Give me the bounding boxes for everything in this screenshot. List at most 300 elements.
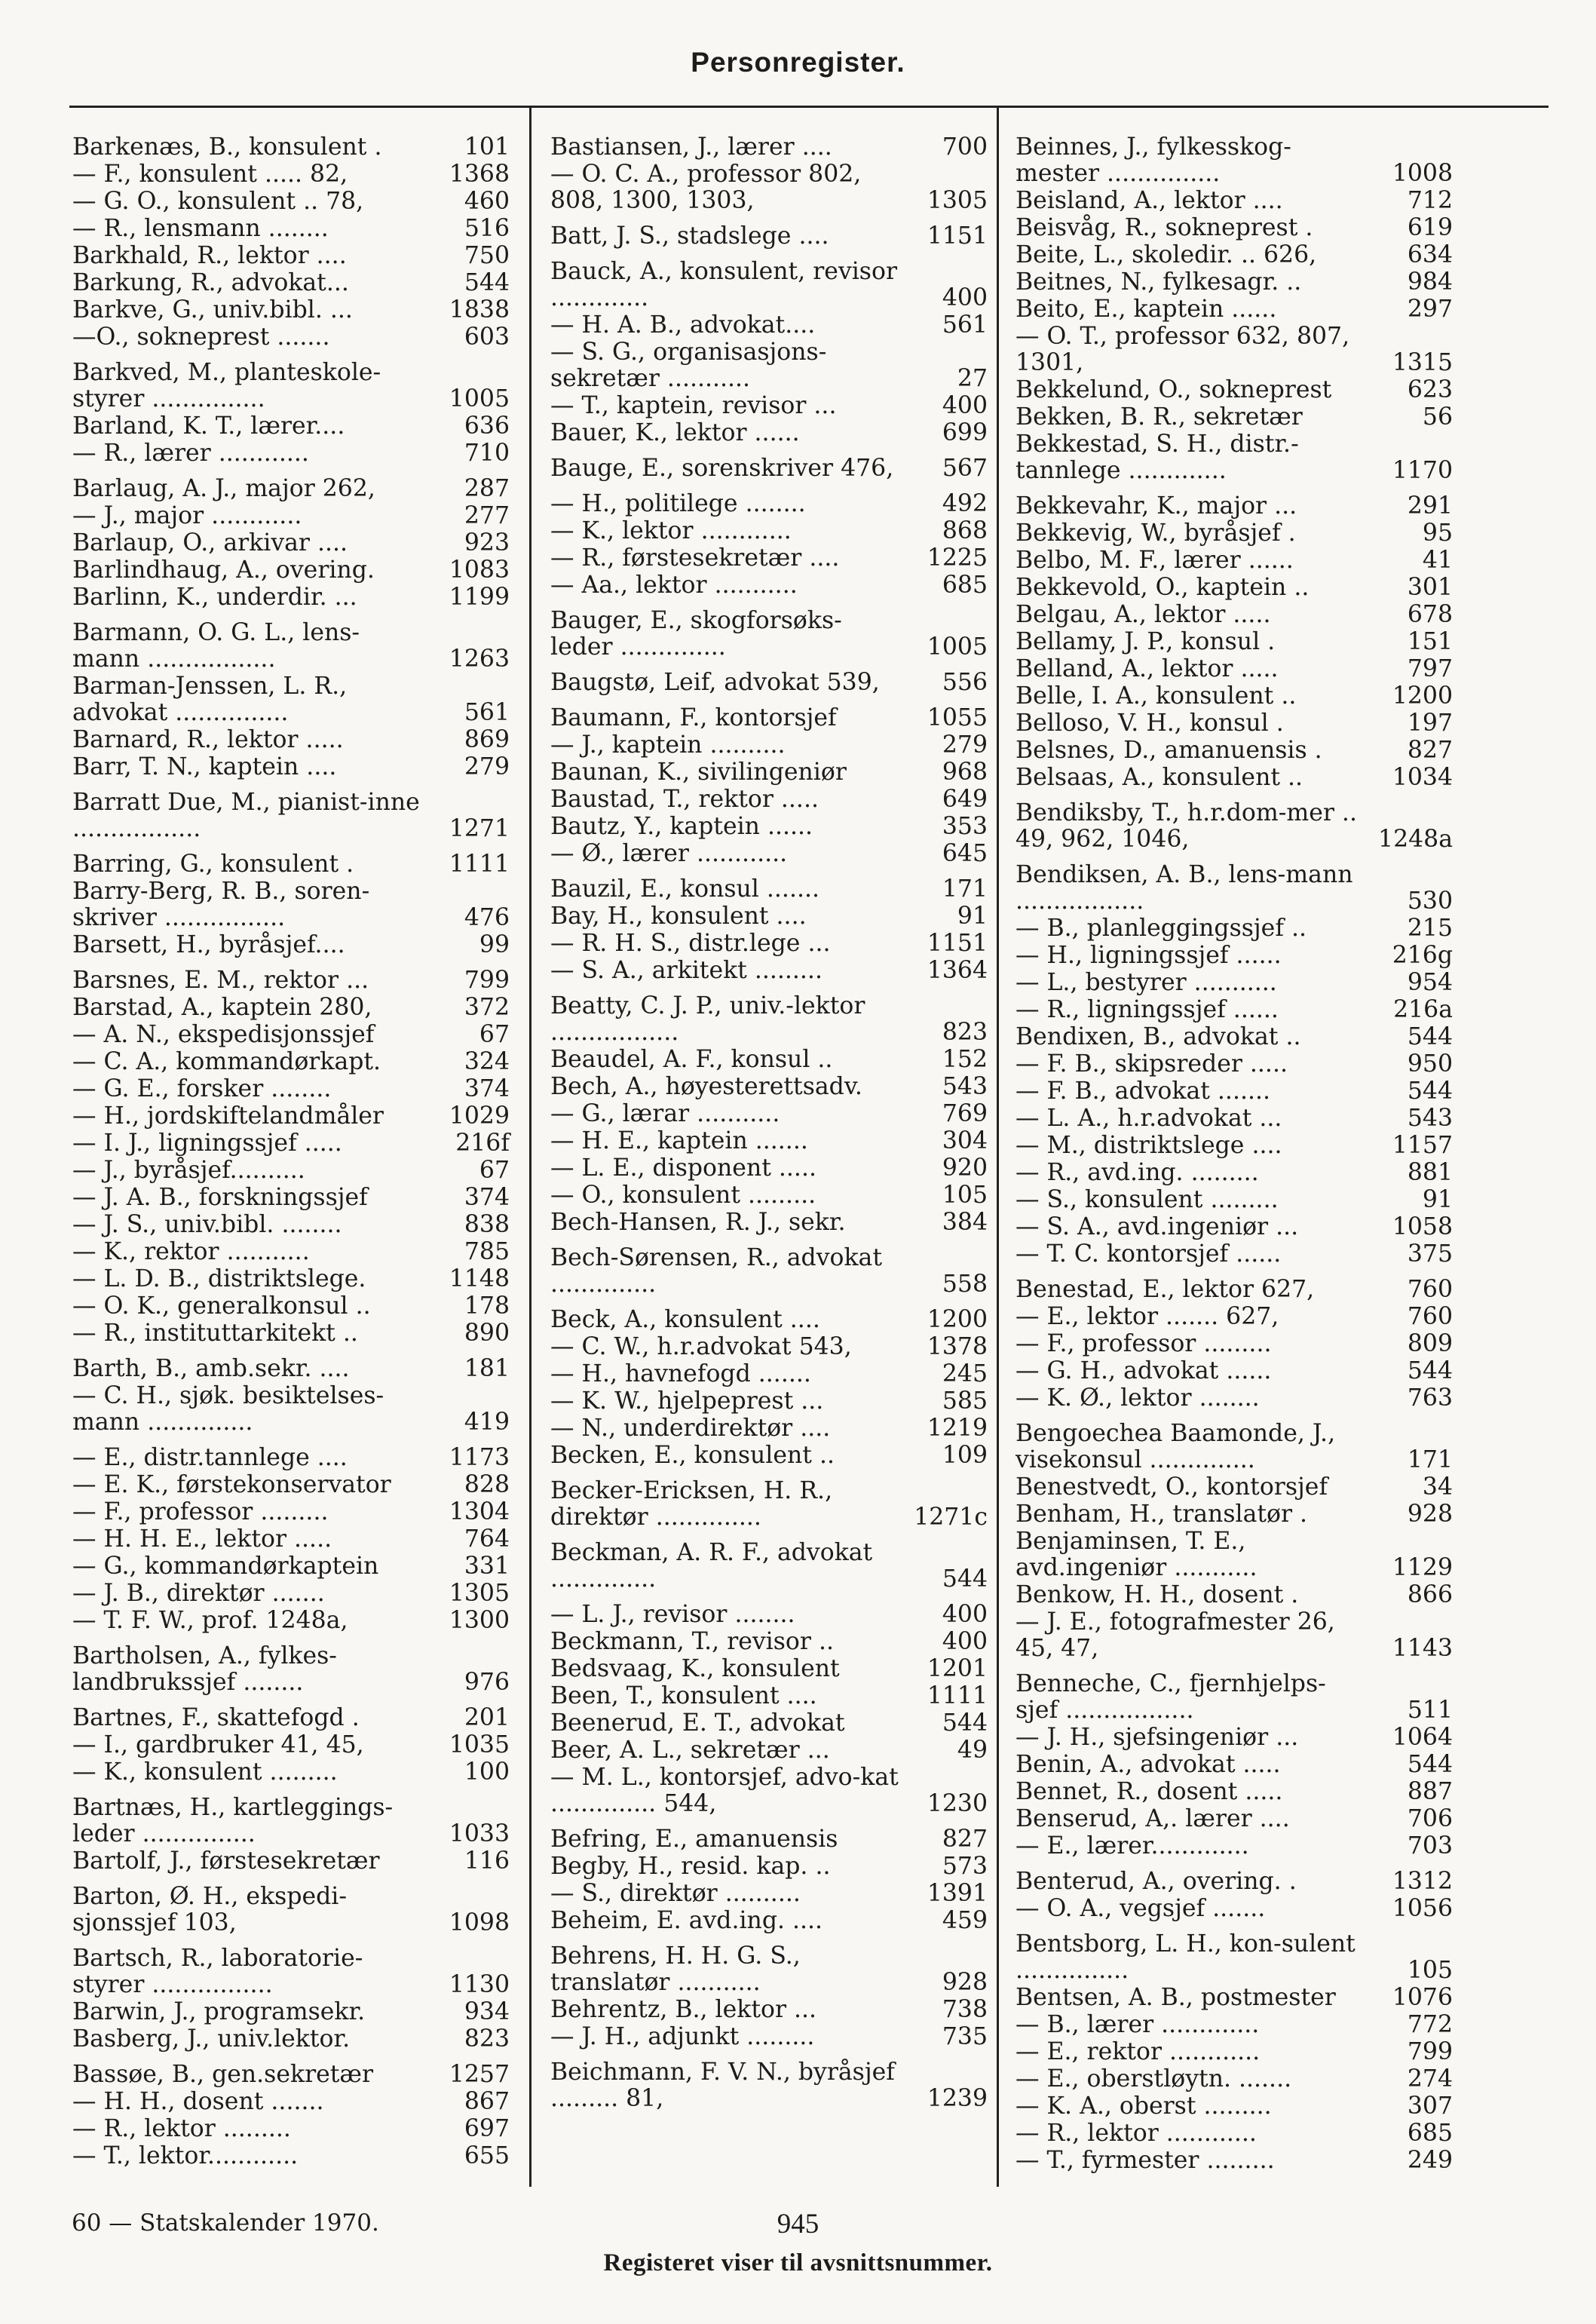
entry-section-number: 585 (942, 1387, 988, 1415)
register-entry (72, 1049, 510, 1075)
register-entry (1015, 1385, 1453, 1412)
entry-name: Bentsborg, L. H., kon-sulent ............... (1015, 1930, 1356, 1984)
entry-name: — S., konsulent ......... (1015, 1186, 1279, 1213)
entry-name: — R., ligningssjef ...... (1015, 996, 1279, 1023)
entry-section-number: 763 (1407, 1384, 1453, 1412)
entry-section-number: 1098 (449, 1909, 510, 1936)
entry-name: Belland, A., lektor ..... (1015, 655, 1279, 682)
entry-name: Befring, E., amanuensis (550, 1826, 838, 1853)
register-entry (1015, 1869, 1453, 1895)
entry-name: — S. G., organisasjons-sekretær ........... (550, 339, 827, 392)
entry-name: Barlaup, O., arkivar .... (72, 529, 348, 556)
entry-section-number: 459 (942, 1907, 988, 1934)
register-entry (72, 243, 510, 269)
register-entry (550, 1443, 988, 1469)
entry-section-number: 544 (1407, 1357, 1453, 1384)
entry-name: — T. F. W., prof. 1248a, (72, 1607, 348, 1634)
register-entry (72, 1581, 510, 1607)
entry-section-number: 1239 (927, 2085, 988, 2112)
entry-section-number: 799 (1407, 2038, 1453, 2065)
entry-name: Batt, J. S., stadslege .... (550, 222, 829, 250)
entry-name: — F., professor ......... (72, 1498, 329, 1525)
entry-name: Beenerud, E. T., advokat (550, 1709, 845, 1737)
entry-name: — E., distr.tannlege .... (72, 1444, 348, 1471)
register-entry (1015, 2093, 1453, 2120)
entry-section-number: 1300 (449, 1607, 510, 1634)
entry-name: — L. J., revisor ........ (550, 1601, 795, 1628)
entry-name: Barry-Berg, R. B., soren-skriver ................ (72, 878, 370, 931)
entry-section-number: 297 (1407, 296, 1453, 323)
entry-section-number: 700 (942, 133, 988, 161)
entry-name: Beheim, E. avd.ing. .... (550, 1907, 823, 1934)
entry-section-number: 649 (942, 786, 988, 813)
entry-name: Beaudel, A. F., konsul .. (550, 1046, 833, 1073)
entry-name: — I., gardbruker 41, 45, (72, 1731, 364, 1758)
entry-name: Bassøe, B., gen.sekretær (72, 2061, 374, 2088)
register-entry (1015, 1501, 1453, 1528)
entry-name: — G. E., forsker ........ (72, 1075, 332, 1102)
register-entry (1015, 1671, 1453, 1724)
entry-section-number: 760 (1407, 1276, 1453, 1303)
entry-section-number: 245 (942, 1360, 988, 1387)
entry-section-number: 274 (1407, 2065, 1453, 2093)
entry-section-number: 460 (464, 188, 510, 215)
entry-section-number: 544 (464, 269, 510, 296)
entry-section-number: 95 (1422, 520, 1453, 547)
register-entry (72, 1356, 510, 1382)
register-entry (550, 705, 988, 731)
register-entry (1015, 1421, 1453, 1473)
register-entry (72, 270, 510, 296)
entry-name: Bech-Sørensen, R., advokat .............. (550, 1244, 883, 1298)
register-entry (550, 1683, 988, 1709)
entry-name: Beisland, A., lektor .... (1015, 187, 1283, 214)
entry-name: Barstad, A., kaptein 280, (72, 994, 372, 1021)
register-entry (550, 223, 988, 250)
register-entry (1015, 493, 1453, 520)
register-entry (1015, 629, 1453, 655)
entry-name: Bartolf, J., førstesekretær (72, 1847, 380, 1875)
entry-section-number: 1305 (449, 1580, 510, 1607)
entry-section-number: 1170 (1392, 457, 1453, 484)
entry-name: — O. A., vegsjef ....... (1015, 1895, 1266, 1922)
entry-section-number: 867 (464, 2088, 510, 2115)
entry-section-number: 279 (942, 731, 988, 759)
register-entry (72, 1759, 510, 1786)
entry-name: Beer, A. L., sekretær ... (550, 1737, 830, 1764)
entry-name: Bech, A., høyesterettsadv. (550, 1073, 862, 1100)
register-entry (72, 932, 510, 958)
entry-section-number: 928 (1407, 1501, 1453, 1528)
register-entry (72, 1157, 510, 1184)
register-entry (1015, 1241, 1453, 1268)
entry-section-number: 27 (957, 365, 988, 392)
entry-name: Beite, L., skoledir. .. 626, (1015, 241, 1317, 268)
entry-section-number: 1035 (449, 1731, 510, 1758)
entry-name: Baugstø, Leif, advokat 539, (550, 669, 880, 696)
entry-name: — C. W., h.r.advokat 543, (550, 1333, 852, 1360)
entry-name: — A. N., ekspedisjonssjef (72, 1021, 375, 1048)
register-entry (1015, 1833, 1453, 1860)
entry-section-number: 1143 (1392, 1635, 1453, 1662)
entry-section-number: 116 (464, 1847, 510, 1875)
entry-name: Benestvedt, O., kontorsjef (1015, 1473, 1328, 1501)
entry-section-number: 712 (1407, 187, 1453, 214)
entry-name: — H., ligningssjef ...... (1015, 942, 1282, 969)
register-entry (72, 1266, 510, 1292)
register-entry (72, 134, 510, 161)
entry-section-number: 49 (957, 1737, 988, 1764)
register-entry (1015, 1160, 1453, 1186)
register-entry (1015, 1474, 1453, 1501)
entry-section-number: 1029 (449, 1102, 510, 1130)
entry-name: Barkhald, R., lektor .... (72, 242, 347, 269)
entry-name: Barlindhaug, A., overing. (72, 556, 375, 584)
entry-section-number: 171 (942, 875, 988, 903)
entry-section-number: 887 (1407, 1778, 1453, 1805)
register-entry (72, 324, 510, 351)
entry-name: — O., konsulent ......... (550, 1182, 816, 1209)
entry-name: — J., major ............ (72, 502, 302, 529)
entry-section-number: 772 (1407, 2011, 1453, 2038)
register-entry (1015, 1752, 1453, 1778)
register-entry (72, 297, 510, 323)
entry-section-number: 760 (1407, 1303, 1453, 1330)
entry-name: Bartholsen, A., fylkes-landbrukssjef ........ (72, 1642, 337, 1696)
register-entry (72, 503, 510, 529)
register-entry (72, 789, 510, 842)
register-entry (550, 259, 988, 311)
entry-name: Barnard, R., lektor ..... (72, 726, 344, 753)
entry-name: — O. K., generalkonsul .. (72, 1292, 371, 1320)
entry-section-number: 277 (464, 502, 510, 529)
entry-section-number: 105 (942, 1182, 988, 1209)
entry-name: — G. O., konsulent .. 78, (72, 188, 364, 215)
entry-section-number: 67 (479, 1021, 510, 1048)
entry-section-number: 41 (1422, 547, 1453, 574)
register-entry (550, 455, 988, 482)
entry-section-number: 476 (464, 904, 510, 931)
entry-section-number: 197 (1407, 710, 1453, 737)
register-entry (1015, 1725, 1453, 1751)
register-entry (1015, 970, 1453, 996)
entry-section-number: 1033 (449, 1820, 510, 1847)
entry-name: Barth, B., amb.sekr. .... (72, 1355, 350, 1382)
entry-section-number: 655 (464, 2142, 510, 2169)
register-entry (1015, 1358, 1453, 1384)
entry-name: — E., rektor ............ (1015, 2038, 1261, 2065)
entry-name: — J. B., direktør ....... (72, 1580, 325, 1607)
register-column-2 (550, 134, 988, 2113)
register-entry (550, 1629, 988, 1655)
register-entry (72, 1999, 510, 2025)
entry-name: — J., kaptein .......... (550, 731, 786, 759)
entry-section-number: 353 (942, 813, 988, 840)
register-entry (72, 1130, 510, 1157)
register-entry (1015, 547, 1453, 574)
register-entry (1015, 242, 1453, 268)
register-entry (550, 1245, 988, 1298)
register-entry (550, 1478, 988, 1531)
register-entry (550, 1908, 988, 1934)
entry-section-number: 178 (464, 1292, 510, 1320)
entry-name: Benneche, C., fjernhjelps-sjef ................. (1015, 1670, 1326, 1724)
entry-name: — F. B., advokat ....... (1015, 1078, 1271, 1105)
register-entry (550, 876, 988, 903)
register-entry (550, 134, 988, 161)
register-entry (1015, 2066, 1453, 2093)
entry-section-number: 201 (464, 1704, 510, 1731)
register-entry (1015, 1024, 1453, 1050)
entry-name: Bengoechea Baamonde, J., visekonsul .............. (1015, 1420, 1336, 1473)
entry-name: — N., underdirektør .... (550, 1415, 831, 1442)
entry-name: Beisvåg, R., sokneprest . (1015, 214, 1313, 241)
register-entry (72, 1293, 510, 1320)
entry-section-number: 287 (464, 475, 510, 502)
entry-section-number: 706 (1407, 1805, 1453, 1832)
register-entry (550, 670, 988, 696)
entry-section-number: 1315 (1392, 349, 1453, 376)
entry-name: Behrentz, B., lektor ... (550, 1996, 817, 2023)
register-entry (72, 727, 510, 753)
register-entry (550, 312, 988, 339)
entry-section-number: 1129 (1392, 1554, 1453, 1581)
register-entry (1015, 800, 1453, 853)
entry-name: Bennet, R., dosent ..... (1015, 1778, 1283, 1805)
register-entry (72, 161, 510, 188)
entry-name: Been, T., konsulent .... (550, 1682, 817, 1709)
register-entry (72, 1608, 510, 1634)
entry-name: Bauge, E., sorenskriver 476, (550, 455, 894, 482)
entry-name: — M., distriktslege .... (1015, 1132, 1282, 1159)
entry-name: Behrens, H. H. G. S., translatør ........... (550, 1942, 801, 1996)
entry-section-number: 1199 (449, 584, 510, 611)
register-entry (550, 1210, 988, 1236)
entry-name: Belsnes, D., amanuensis . (1015, 737, 1322, 764)
entry-section-number: 1157 (1392, 1132, 1453, 1159)
entry-name: — H. A. B., advokat.... (550, 311, 816, 339)
entry-section-number: 976 (464, 1669, 510, 1696)
entry-name: — K., rektor ........... (72, 1238, 310, 1265)
entry-name: — R. H. S., distr.lege ... (550, 930, 831, 957)
entry-name: — F. B., skipsreder ..... (1015, 1050, 1288, 1078)
register-entry (1015, 323, 1453, 376)
register-entry (1015, 915, 1453, 942)
entry-name: — K. Ø., lektor ........ (1015, 1384, 1260, 1412)
column-divider-2 (997, 106, 999, 2187)
register-entry (1015, 862, 1453, 915)
register-entry (1015, 1051, 1453, 1078)
register-entry (1015, 765, 1453, 791)
entry-section-number: 1219 (927, 1415, 988, 1442)
register-entry (72, 754, 510, 780)
register-entry (550, 420, 988, 446)
register-entry (550, 931, 988, 957)
entry-section-number: 823 (942, 1019, 988, 1046)
entry-name: — R., førstesekretær .... (550, 544, 840, 572)
entry-section-number: 307 (1407, 2093, 1453, 2120)
register-entry (550, 2024, 988, 2050)
entry-name: Barkve, G., univ.bibl. ... (72, 296, 353, 323)
entry-section-number: 1225 (927, 544, 988, 572)
register-entry (1015, 1078, 1453, 1105)
entry-section-number: 678 (1407, 601, 1453, 628)
register-entry (550, 759, 988, 786)
entry-section-number: 279 (464, 753, 510, 780)
entry-name: Baumann, F., kontorsjef (550, 704, 837, 731)
entry-section-number: 543 (1407, 1105, 1453, 1132)
entry-section-number: 1173 (449, 1444, 510, 1471)
entry-section-number: 968 (942, 759, 988, 786)
register-entry (1015, 710, 1453, 737)
register-entry (72, 878, 510, 931)
entry-name: Benserud, A,. lærer .... (1015, 1805, 1290, 1832)
entry-name: Bekkevold, O., kaptein .. (1015, 574, 1310, 601)
entry-name: Bekkelund, O., sokneprest (1015, 376, 1332, 403)
register-entry (72, 620, 510, 673)
register-entry (1015, 1304, 1453, 1330)
entry-section-number: 181 (464, 1355, 510, 1382)
entry-name: — E., lektor ....... 627, (1015, 1303, 1279, 1330)
register-entry (550, 608, 988, 661)
entry-section-number: 1305 (927, 187, 988, 214)
entry-name: Bentsen, A. B., postmester (1015, 1984, 1336, 2011)
entry-section-number: 573 (942, 1853, 988, 1880)
entry-name: Beckmann, T., revisor .. (550, 1628, 834, 1655)
register-entry (1015, 1277, 1453, 1303)
entry-section-number: 699 (942, 419, 988, 446)
register-entry (1015, 1806, 1453, 1832)
register-entry (72, 1383, 510, 1436)
register-entry (550, 491, 988, 517)
entry-name: — R., lensmann ........ (72, 215, 329, 242)
register-entry (550, 1334, 988, 1360)
register-entry (1015, 2039, 1453, 2065)
entry-name: Beckman, A. R. F., advokat .............. (550, 1539, 873, 1593)
entry-section-number: 1034 (1392, 764, 1453, 791)
register-entry (72, 1884, 510, 1936)
entry-section-number: 1364 (927, 957, 988, 984)
entry-section-number: 828 (464, 1471, 510, 1498)
entry-name: — R., avd.ing. ......... (1015, 1159, 1259, 1186)
page-number: 945 (777, 2209, 819, 2240)
register-entry (72, 476, 510, 502)
entry-name: Bauzil, E., konsul ....... (550, 875, 819, 903)
entry-section-number: 419 (464, 1409, 510, 1436)
entry-section-number: 1058 (1392, 1213, 1453, 1240)
register-entry (72, 2026, 510, 2053)
entry-section-number: 1257 (449, 2061, 510, 2088)
entry-name: — K. W., hjelpeprest ... (550, 1387, 824, 1415)
page-title: Personregister. (691, 47, 905, 78)
entry-section-number: 797 (1407, 655, 1453, 682)
entry-section-number: 511 (1407, 1697, 1453, 1724)
entry-name: — I. J., ligningssjef ..... (72, 1130, 342, 1157)
entry-section-number: 838 (464, 1211, 510, 1238)
entry-name: Barr, T. N., kaptein .... (72, 753, 337, 780)
entry-section-number: 56 (1422, 403, 1453, 431)
entry-section-number: 1008 (1392, 160, 1453, 187)
entry-name: Barkved, M., planteskole-styrer ............... (72, 359, 381, 412)
register-entry (550, 1826, 988, 1853)
entry-section-number: 375 (1407, 1240, 1453, 1268)
entry-section-number: 400 (942, 284, 988, 311)
entry-name: — J. H., sjefsingeniør ... (1015, 1724, 1299, 1751)
entry-name: — F., professor ......... (1015, 1330, 1272, 1357)
entry-section-number: 866 (1407, 1581, 1453, 1608)
entry-section-number: 544 (1407, 1023, 1453, 1050)
entry-name: — L. A., h.r.advokat ... (1015, 1105, 1282, 1132)
entry-section-number: 923 (464, 529, 510, 556)
entry-section-number: 697 (464, 2115, 510, 2142)
register-entry (550, 1361, 988, 1387)
entry-name: — C. H., sjøk. besiktelses-mann .............. (72, 1382, 384, 1436)
entry-name: Belloso, V. H., konsul . (1015, 710, 1284, 737)
entry-name: — T. C. kontorsjef ...... (1015, 1240, 1282, 1268)
entry-name: Bekken, B. R., sekretær (1015, 403, 1303, 431)
entry-name: — K., konsulent ......... (72, 1758, 338, 1786)
entry-section-number: 374 (464, 1075, 510, 1102)
entry-name: — K. A., oberst ......... (1015, 2093, 1272, 2120)
register-entry (72, 1239, 510, 1265)
entry-section-number: 1271c (914, 1504, 988, 1531)
entry-section-number: 215 (1407, 915, 1453, 942)
entry-name: Barland, K. T., lærer.... (72, 412, 345, 440)
entry-section-number: 216f (455, 1130, 510, 1157)
register-entry (1015, 2120, 1453, 2147)
register-column-3 (1015, 134, 1453, 2175)
register-entry (550, 1047, 988, 1073)
entry-section-number: 151 (1407, 628, 1453, 655)
entry-section-number: 171 (1407, 1446, 1453, 1473)
entry-name: — T., fyrmester ......... (1015, 2147, 1275, 2174)
entry-name: — B., planleggingssjef .. (1015, 915, 1307, 942)
entry-name: Bartnæs, H., kartleggings-leder ............... (72, 1794, 394, 1847)
register-entry (1015, 737, 1453, 764)
entry-name: — H., politilege ........ (550, 490, 806, 517)
entry-name: Barmann, O. G. L., lens-mann ................. (72, 619, 360, 673)
register-entry (72, 673, 510, 726)
register-entry (550, 1943, 988, 1996)
register-entry (1015, 188, 1453, 214)
entry-section-number: 1248a (1378, 826, 1453, 853)
entry-name: Bekkestad, S. H., distr.-tannlege ............. (1015, 431, 1299, 484)
entry-name: Basberg, J., univ.lektor. (72, 2025, 351, 2053)
entry-section-number: 109 (942, 1442, 988, 1469)
register-entry (72, 1499, 510, 1525)
register-entry (1015, 943, 1453, 969)
register-entry (1015, 377, 1453, 403)
entry-section-number: 928 (942, 1969, 988, 1996)
entry-name: Bay, H., konsulent .... (550, 903, 807, 930)
entry-name: — F., konsulent ..... 82, (72, 161, 348, 188)
entry-section-number: 827 (942, 1826, 988, 1853)
entry-section-number: 372 (464, 994, 510, 1021)
register-entry (550, 814, 988, 840)
register-entry (1015, 997, 1453, 1023)
entry-name: — M. L., kontorsjef, advo-kat .............. 544, (550, 1764, 899, 1817)
entry-section-number: 1055 (927, 704, 988, 731)
register-entry (1015, 1133, 1453, 1159)
entry-name: Barratt Due, M., pianist-inne ................. (72, 789, 420, 842)
register-entry (550, 993, 988, 1046)
entry-section-number: 735 (942, 2023, 988, 2050)
entry-section-number: 1111 (927, 1682, 988, 1709)
register-entry (72, 1848, 510, 1875)
register-entry (550, 958, 988, 984)
entry-name: — H., jordskiftelandmåler (72, 1102, 384, 1130)
register-entry (550, 545, 988, 572)
